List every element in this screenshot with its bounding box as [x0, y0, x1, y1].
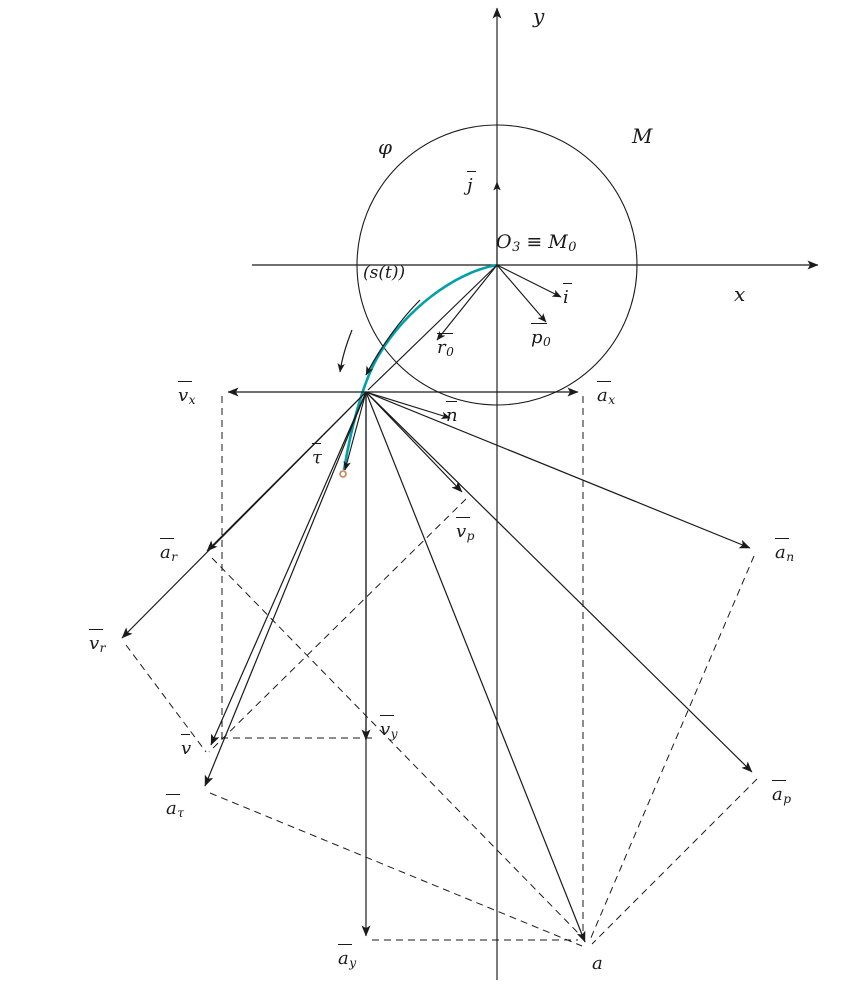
acceleration-r-label: $a_r$ [160, 537, 177, 563]
acceleration-parallelograms [210, 396, 757, 946]
velocity-resultant-label: v [181, 733, 191, 758]
trajectory-curve [344, 265, 497, 470]
point-M-label: M [632, 124, 653, 148]
acceleration-y-label: $a_y$ [338, 943, 356, 969]
unit-vector-j-label: j [467, 170, 473, 195]
velocity-r-label: $v_r$ [89, 628, 106, 654]
arc-arrows [340, 300, 420, 375]
acceleration-tau-label: $a_\tau$ [166, 793, 184, 819]
velocity-resultant [211, 392, 366, 745]
unit-vector-i-label: i [563, 282, 569, 307]
angle-phi-label: φ [378, 135, 393, 159]
arc-length-label: (s(t)) [363, 263, 406, 283]
trajectory-arc [344, 265, 497, 470]
acceleration-n-component [366, 392, 750, 548]
unit-vector-p0 [497, 265, 546, 322]
velocity-p-label: $v_p$ [456, 516, 475, 542]
unit-vector-p0-label: $p_0$ [531, 322, 551, 348]
acceleration-tau-component [205, 392, 366, 786]
atau-closure [210, 793, 582, 946]
unit-vectors [437, 182, 561, 340]
position-vector [368, 265, 497, 390]
axis-x-label: x [734, 282, 746, 306]
acceleration-n-label: $a_n$ [775, 537, 794, 563]
velocity-parallelograms [126, 396, 466, 752]
origin-label: $O_3 \equiv M_0$ [496, 231, 577, 256]
unit-vector-r0-label: $r_0$ [437, 332, 454, 358]
axes [252, 4, 818, 980]
unit-vector-i [497, 265, 561, 297]
acceleration-p-component [366, 392, 752, 772]
arc-indicator-2 [340, 330, 352, 372]
velocity-y-label: $v_y$ [380, 714, 398, 740]
unit-vector-n-label: n [446, 400, 458, 425]
vr-closure [126, 645, 206, 752]
ap-closure [592, 779, 757, 944]
axis-y-label: y [533, 4, 545, 28]
an-closure [590, 556, 754, 940]
trajectory-end-marker [340, 471, 346, 477]
velocity-x-label: $v_x$ [178, 380, 196, 406]
acceleration-resultant [366, 392, 585, 942]
acceleration-resultant-label: a [592, 953, 603, 974]
unit-vector-tau-label: τ [312, 442, 322, 467]
unit-vector-r0 [437, 265, 497, 340]
acceleration-p-label: $a_p$ [772, 779, 791, 805]
vp-closure [209, 499, 466, 752]
velocity-vectors [122, 392, 462, 745]
acceleration-vectors [205, 392, 752, 942]
unit-vector-tau [345, 392, 366, 470]
acceleration-x-label: $a_x$ [597, 380, 615, 406]
radius-vector-line [368, 265, 497, 390]
